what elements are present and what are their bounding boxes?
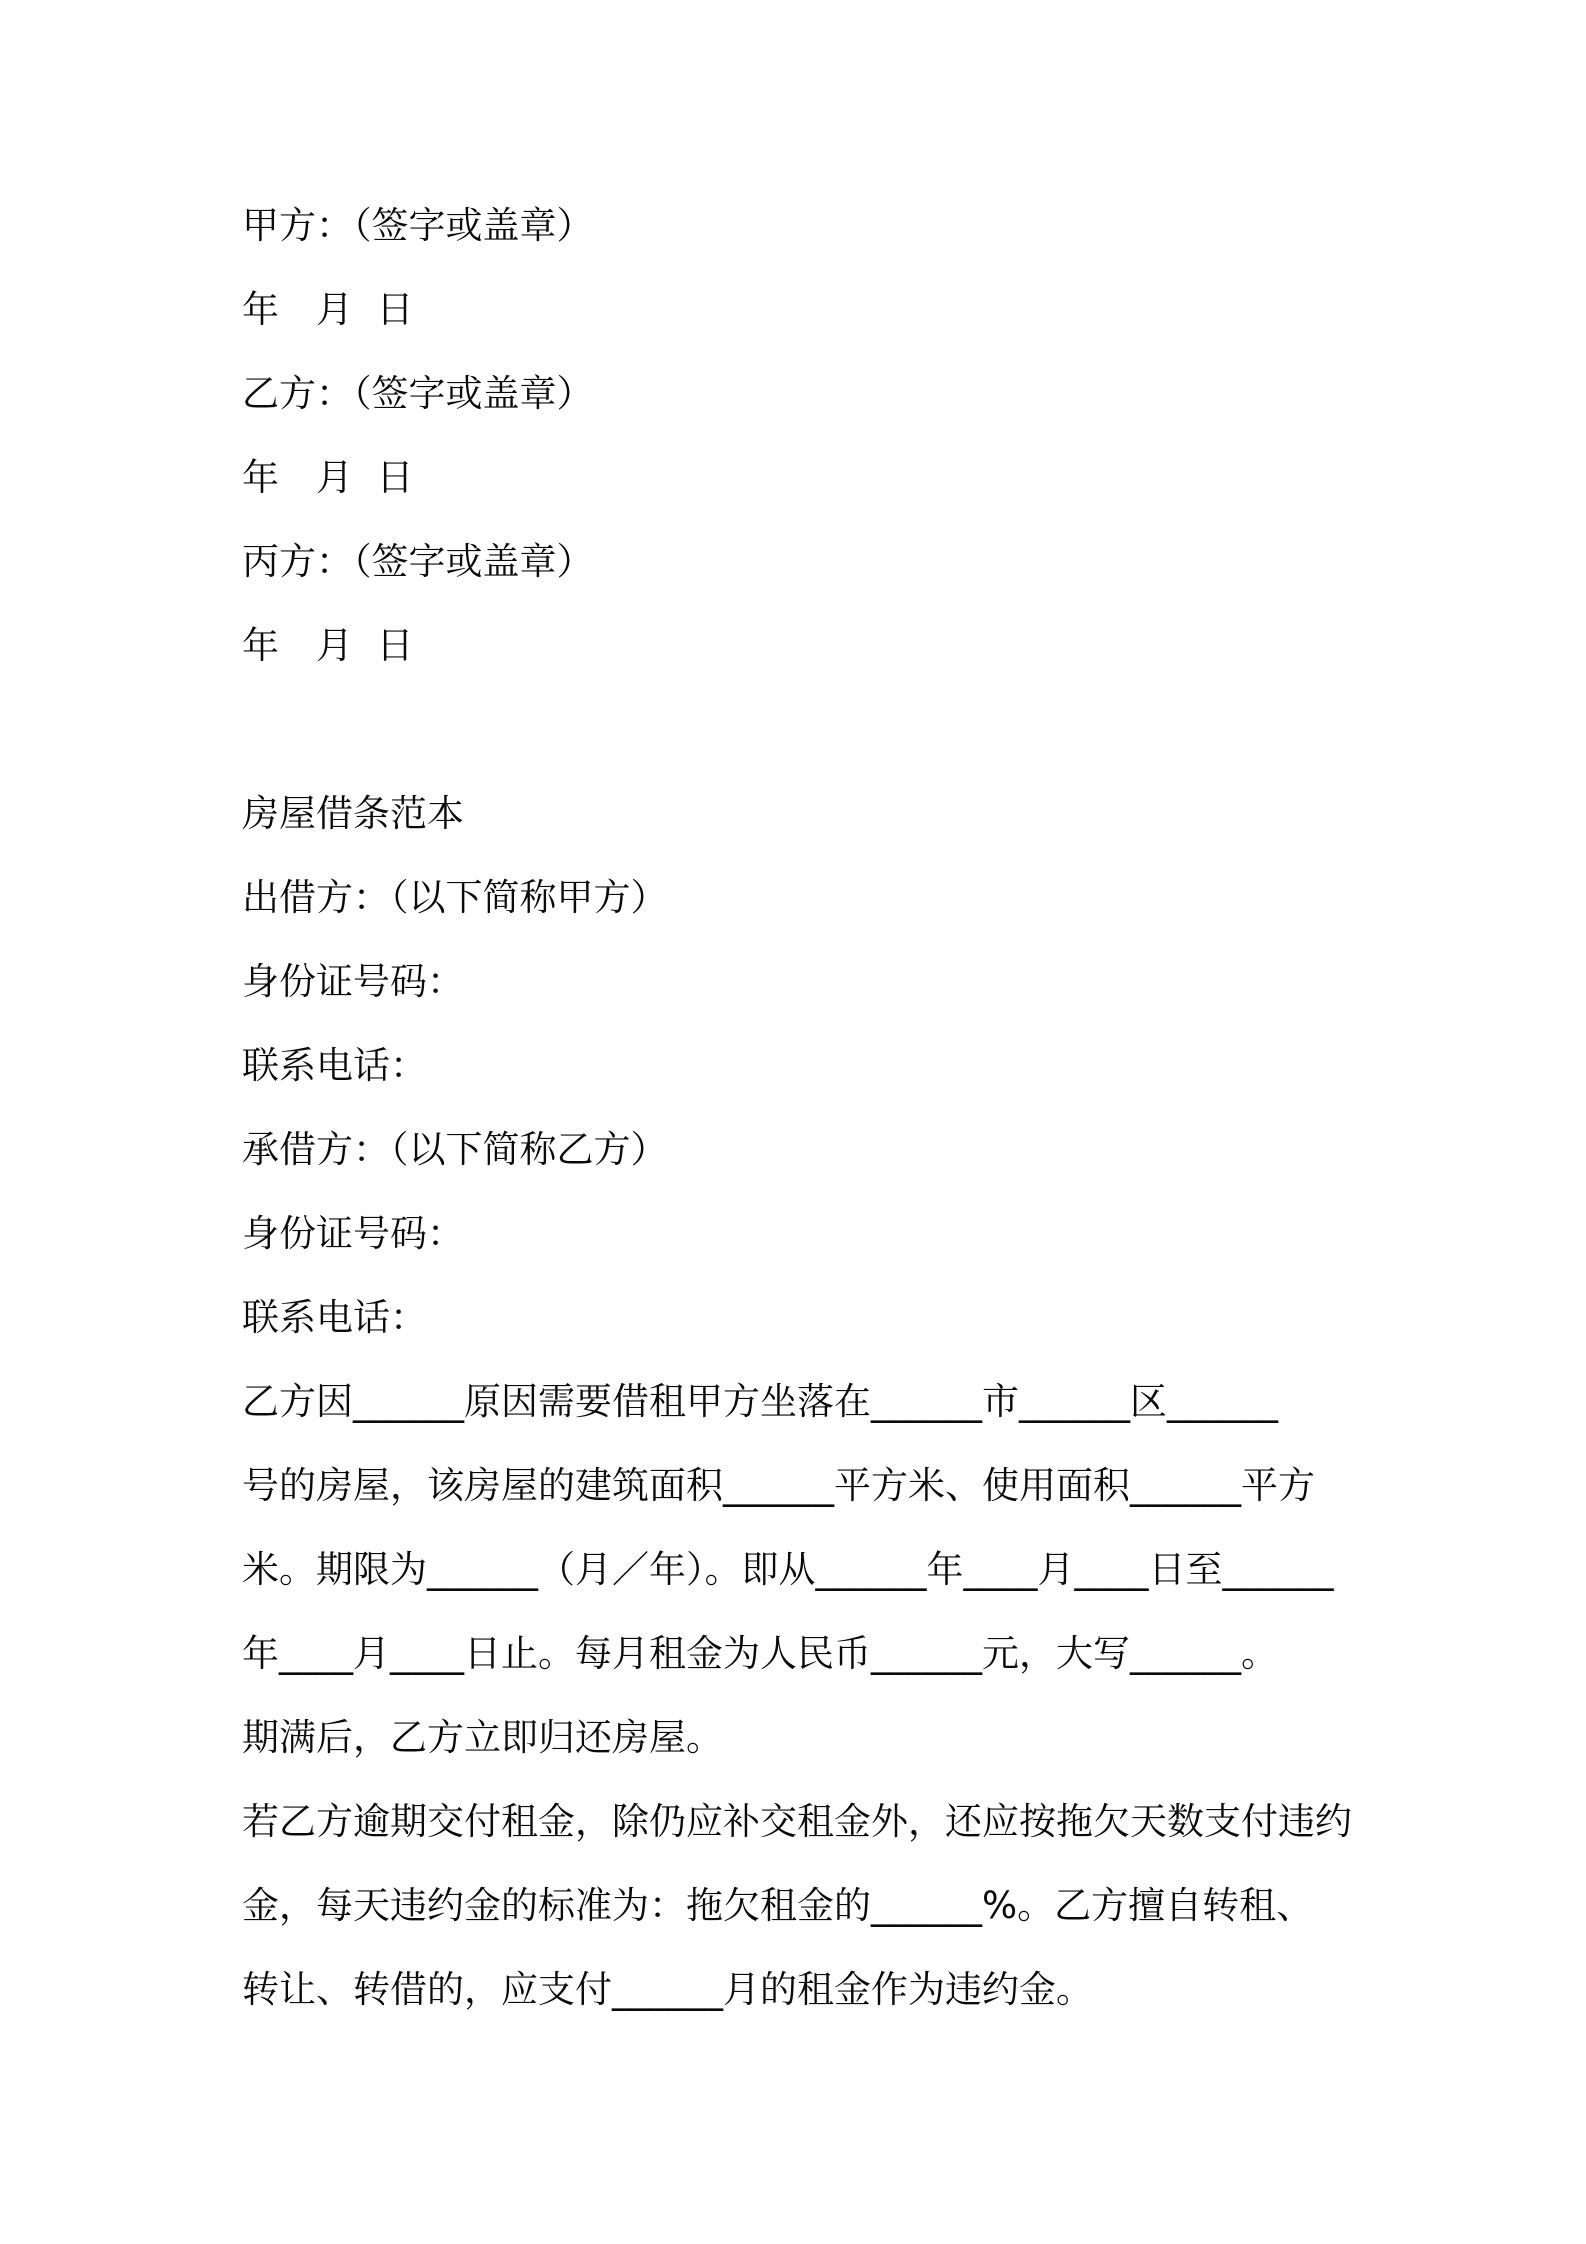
clause-1-paragraph — [242, 1360, 1586, 1780]
clause-2-line: 转让、转借的，应支付______月的租金作为违约金。 — [242, 1968, 1093, 2011]
signature-block — [242, 184, 1586, 688]
party-b-date: 年 月 日 — [242, 456, 414, 499]
clause-1-line: 年____月____日止。每月租金为人民币______元，大写______。 — [242, 1632, 1278, 1675]
clause-1-line: 乙方因______原因需要借租甲方坐落在______市______区______ — [242, 1380, 1278, 1423]
party-c-signature: 丙方：（签字或盖章） — [242, 540, 594, 583]
party-b-signature: 乙方：（签字或盖章） — [242, 372, 594, 415]
lender-id-field: 身份证号码： — [242, 960, 464, 1003]
clause-2-line: 金，每天违约金的标准为：拖欠租金的______%。乙方擅自转租、 — [242, 1884, 1314, 1927]
clause-1-line: 号的房屋，该房屋的建筑面积______平方米、使用面积______平方 — [242, 1464, 1315, 1507]
borrower-field: 承借方：（以下简称乙方） — [242, 1128, 668, 1171]
lender-phone-field: 联系电话： — [242, 1044, 427, 1087]
borrower-id-field: 身份证号码： — [242, 1212, 464, 1255]
clause-1-line: 米。期限为______（月／年）。即从______年____月____日至______ — [242, 1548, 1334, 1591]
clause-1-line: 期满后，乙方立即归还房屋。 — [242, 1716, 723, 1759]
borrower-phone-field: 联系电话： — [242, 1296, 427, 1339]
section-gap — [242, 688, 1586, 772]
lender-field: 出借方：（以下简称甲方） — [242, 876, 668, 919]
iou-title: 房屋借条范本 — [242, 792, 464, 835]
party-c-date: 年 月 日 — [242, 624, 414, 667]
clause-2-paragraph — [242, 1780, 1586, 2032]
iou-section — [242, 772, 1586, 2032]
party-a-date: 年 月 日 — [242, 288, 414, 331]
clause-2-line: 若乙方逾期交付租金，除仍应补交租金外，还应按拖欠天数支付违约 — [242, 1800, 1352, 1843]
party-a-signature: 甲方：（签字或盖章） — [242, 204, 594, 247]
